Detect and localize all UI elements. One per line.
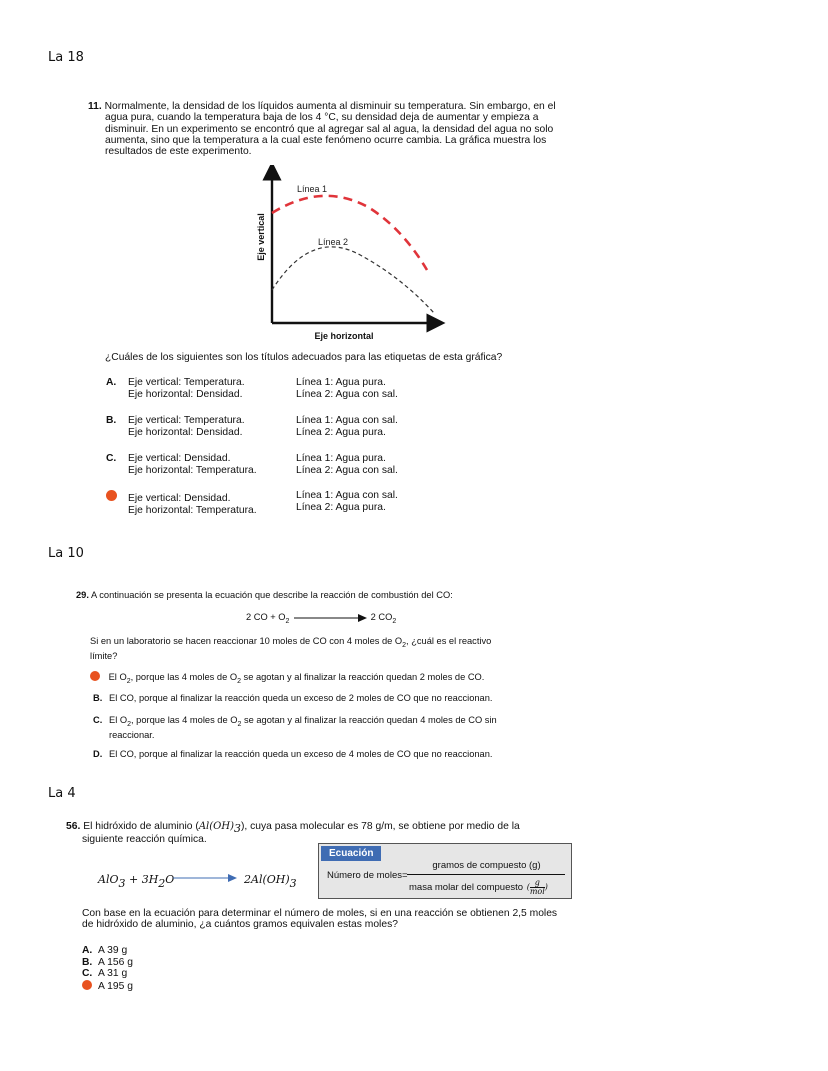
q29-eq-left-sub: 2 [285, 617, 290, 625]
q56-statement [66, 821, 579, 846]
q56-option-a-text: A 39 g [98, 945, 128, 956]
q56-option-b-letter: B. [82, 956, 93, 968]
q11-option-b[interactable] [106, 415, 466, 439]
q56-option-b[interactable] [82, 957, 282, 969]
q11-line2: agua pura, cuando la temperatura baja de los 4 °C, su densidad deja de aumentar y empieza a [105, 112, 539, 124]
q11-option-c-line1: Línea 1: Agua pura. [296, 453, 386, 464]
x-axis-label: Eje horizontal [314, 331, 374, 341]
q11-option-d-axis-v: Eje vertical: Densidad. [128, 493, 231, 504]
q29-option-d-text: El CO, porque al finalizar la reacción queda un exceso de 4 moles de CO que no reaccionan. [109, 749, 493, 759]
unit-denominator: mol [529, 887, 545, 896]
q11-option-b-axis-v: Eje vertical: Temperatura. [128, 415, 245, 426]
q29-option-a-part3: se agotan y al finalizar la reacción quedan 2 moles de CO. [240, 672, 485, 682]
q56-question-line2: de hidróxido de aluminio, ¿a cuántos gramos equivalen estas moles? [82, 919, 398, 931]
q11-option-d-axis-h: Eje horizontal: Temperatura. [128, 505, 257, 516]
q56-formula: Al(OH) [198, 821, 234, 832]
q11-option-b-line1: Línea 1: Agua con sal. [296, 415, 398, 426]
q56-reaction-left: AlO [98, 873, 119, 886]
fraction-bar [407, 874, 565, 875]
q29-option-c-letter: C. [93, 715, 103, 725]
series-label-line-1: Línea 1 [297, 184, 328, 194]
q56-reaction-right: 2Al(OH) [244, 873, 290, 886]
selected-answer-marker [106, 490, 117, 501]
q56-reaction-mid-sub: 2 [158, 877, 166, 891]
selected-answer-marker [90, 671, 100, 681]
q56-reaction-o: O [165, 873, 175, 886]
series-line-1 [272, 196, 427, 270]
section-heading-la-10: La 10 [48, 546, 84, 561]
q29-number: 29. [76, 590, 89, 600]
series-line-2 [272, 247, 434, 313]
q29-intro [76, 590, 453, 601]
q56-option-c[interactable] [82, 968, 282, 980]
q29-question-part3: límite? [90, 650, 118, 661]
q29-question-part1: Si en un laboratorio se hacen reaccionar 10 moles de CO con 4 moles de O [90, 636, 403, 646]
q11-option-a-line1: Línea 1: Agua pura. [296, 377, 386, 388]
unit-numerator: g [530, 879, 545, 888]
q29-option-c[interactable] [93, 715, 563, 741]
selected-answer-marker [82, 980, 92, 990]
q11-option-a-letter: A. [106, 377, 117, 388]
q56-number: 56. [66, 821, 81, 832]
equation-numerator: gramos de compuesto (g) [432, 860, 541, 871]
q11-option-c-axis-v: Eje vertical: Densidad. [128, 453, 231, 464]
q29-option-c-part3: se agotan y al finalizar la reacción quedan 4 moles de CO sin [241, 715, 497, 725]
q11-option-c-line2: Línea 2: Agua con sal. [296, 465, 398, 476]
q11-option-d[interactable] [106, 490, 466, 514]
q29-option-a-sub2: 2 [237, 677, 241, 685]
equation-denominator [409, 878, 549, 897]
q29-eq-right: 2 CO [370, 612, 393, 622]
q29-option-c-sub2: 2 [237, 720, 242, 728]
q11-option-d-line1: Línea 1: Agua con sal. [296, 490, 398, 501]
q11-option-a-axis-v: Eje vertical: Temperatura. [128, 377, 245, 388]
q29-intro-text: A continuación se presenta la ecuación que describe la reacción de combustión del CO: [91, 590, 453, 600]
density-chart [250, 165, 450, 345]
q56-reaction-product [244, 870, 297, 890]
q56-line1-a: El hidróxido de aluminio ( [83, 821, 199, 832]
q11-line3: disminuir. En un experimento se encontró que al agregar sal al agua, la densidad del agua no solo [105, 123, 554, 135]
q29-option-c-part1: El O [109, 715, 128, 725]
q11-option-d-line2: Línea 2: Agua pura. [296, 502, 386, 513]
q29-equation [246, 612, 416, 627]
q56-option-b-text: A 156 g [98, 956, 133, 968]
q11-option-c-letter: C. [106, 453, 117, 464]
q11-line1: Normalmente, la densidad de los líquidos aumenta al disminuir su temperatura. Sin embargo, en el [104, 101, 556, 112]
q56-option-a[interactable] [82, 945, 282, 957]
q29-question-sub: 2 [402, 641, 407, 649]
q11-option-a-axis-h: Eje horizontal: Densidad. [128, 389, 243, 400]
q11-number: 11. [88, 101, 102, 112]
q56-line2: siguiente reacción química. [82, 834, 207, 846]
q11-option-c[interactable] [106, 453, 466, 477]
q29-option-a-part1: El O [108, 672, 127, 682]
q29-option-d[interactable] [93, 749, 573, 760]
q11-option-b-letter: B. [106, 415, 117, 426]
q56-reaction-right-sub: 3 [289, 877, 297, 891]
section-heading-la-18: La 18 [48, 50, 84, 65]
series-label-line-2: Línea 2 [318, 237, 349, 247]
q11-option-c-axis-h: Eje horizontal: Temperatura. [128, 465, 257, 476]
q56-option-a-letter: A. [82, 945, 93, 956]
q11-option-b-axis-h: Eje horizontal: Densidad. [128, 427, 243, 438]
q29-option-b-text: El CO, porque al finalizar la reacción queda un exceso de 2 moles de CO que no reaccionan. [109, 693, 493, 703]
q56-formula-sub: 3 [233, 822, 241, 836]
q56-option-d[interactable] [82, 980, 282, 993]
section-heading-la-4: La 4 [48, 786, 76, 801]
q56-option-d-text: A 195 g [98, 980, 133, 992]
q29-question [90, 636, 560, 662]
q29-option-c-part4: reaccionar. [109, 729, 155, 740]
q11-option-b-line2: Línea 2: Agua pura. [296, 427, 386, 438]
q29-option-a-sub1: 2 [126, 677, 131, 685]
q11-line4: aumenta, sino que la temperatura a la cual este fenómeno ocurre cambia. La gráfica muestra los [105, 134, 547, 146]
q56-line1-b: ), cuya pasa molecular es 78 g/m, se obtiene por medio de la [240, 821, 520, 832]
reaction-arrow-icon [172, 874, 238, 882]
q29-option-c-sub1: 2 [127, 720, 131, 728]
q29-option-a[interactable] [90, 671, 570, 687]
q11-line5: resultados de este experimento. [105, 146, 252, 158]
q56-option-c-letter: C. [82, 968, 93, 980]
reaction-arrow-icon [292, 614, 368, 622]
q11-question: ¿Cuáles de los siguientes son los títulos adecuados para las etiquetas de esta gráfica? [105, 352, 503, 363]
q29-option-a-part2: , porque las 4 moles de O [130, 672, 238, 682]
q56-reaction-left-sub: 3 [118, 877, 126, 891]
equation-denominator-text: masa molar del compuesto [409, 882, 524, 894]
q29-option-b-letter: B. [93, 693, 103, 703]
q29-eq-right-sub: 2 [392, 617, 397, 625]
q29-option-c-part2: , porque las 4 moles de O [131, 715, 238, 725]
q29-option-b[interactable] [93, 693, 573, 704]
q11-statement [88, 101, 608, 157]
q11-option-a-line2: Línea 2: Agua con sal. [296, 389, 398, 400]
q56-question-line1: Con base en la ecuación para determinar el número de moles, si en una reacción se obtienen 2,5 moles [82, 908, 558, 919]
equation-box [318, 843, 572, 899]
equation-box-title: Ecuación [321, 846, 381, 861]
q56-reaction-mid: + 3H [125, 873, 159, 886]
equation-label: Número de moles= [327, 870, 408, 881]
unit-fraction: ( g mol ) [526, 878, 548, 896]
q29-question-part2: , ¿cuál es el reactivo [406, 636, 492, 646]
y-axis-label: Eje vertical [256, 213, 266, 261]
q56-option-c-text: A 31 g [98, 968, 128, 980]
q56-options [82, 945, 282, 992]
q56-question [82, 908, 582, 931]
q11-option-a[interactable] [106, 377, 466, 401]
q29-option-d-letter: D. [93, 749, 103, 759]
q29-eq-left: 2 CO + O [246, 612, 286, 622]
